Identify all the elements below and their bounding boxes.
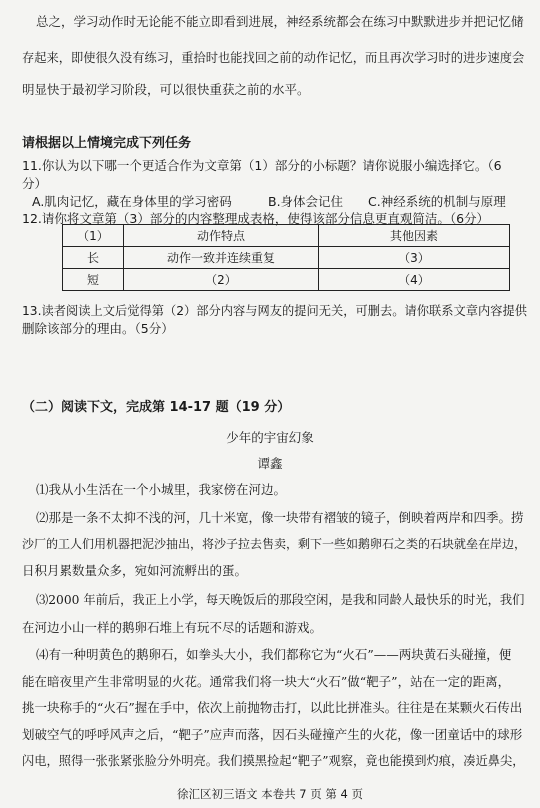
q11-option-b: B.身体会记住 bbox=[268, 194, 344, 209]
article-p3-line-2: 在河边小山一样的鹅卵石堆上有玩不尽的话题和游戏。 bbox=[22, 620, 323, 635]
article-p2-line-1: ⑵那是一条不太抑不浅的河，几十米宽，像一块带有褶皱的镜子，倒映着两岸和四季。捞 bbox=[36, 510, 524, 525]
q11-option-a: A.肌肉记忆，藏在身体里的学习密码 bbox=[32, 194, 232, 209]
article-p2-line-2: 沙厂的工人们用机器把泥沙抽出，将沙子拉去售卖，剩下一些如鹅卵石之类的石块就垒在岸边， bbox=[22, 537, 527, 551]
q11-option-c: C.神经系统的机制与原理 bbox=[368, 194, 506, 209]
article-p4-line-1: ⑷有一种明黄色的鹅卵石，如拳头大小，我们都称它为“火石”——两块黄石头碰撞，便 bbox=[36, 647, 512, 662]
intro-line-3: 明显快于最初学习阶段，可以很快重获之前的水平。 bbox=[22, 82, 310, 97]
table-cell: 长 bbox=[63, 247, 124, 269]
section2-heading: （二）阅读下文，完成第 14-17 题（19 分） bbox=[22, 400, 291, 415]
table-cell: （1） bbox=[63, 225, 124, 247]
q13-line-1: 13.读者阅读上文后觉得第（2）部分内容与网友的提问无关，可删去。请你联系文章内容提供 bbox=[22, 304, 528, 318]
table-cell: 短 bbox=[63, 269, 124, 291]
article-p1: ⑴我从小生活在一个小城里，我家傍在河边。 bbox=[36, 482, 287, 497]
article-p4-line-2: 能在暗夜里产生非常明显的火花。通常我们将一块大“火石”做“靶子”，站在一定的距离， bbox=[22, 674, 511, 689]
table-cell: （3） bbox=[319, 247, 510, 269]
table-cell: 动作一致并连续重复 bbox=[124, 247, 319, 269]
table-row bbox=[63, 269, 510, 291]
article-author: 谭鑫 bbox=[257, 456, 283, 471]
article-p4-line-4: 划破空气的呼呼风声之后，“靶子”应声而落，因石头碰撞产生的火花，像一团童话中的球形 bbox=[22, 727, 523, 742]
article-p3-line-1: ⑶2000 年前后，我正上小学，每天晚饭后的那段空闲，是我和同龄人最快乐的时光，我们 bbox=[36, 593, 525, 607]
q13-line-2: 删除该部分的理由。（5分） bbox=[22, 321, 174, 336]
table-cell: （2） bbox=[124, 269, 319, 291]
q11-line-2: 分） bbox=[22, 176, 48, 191]
intro-line-1: 总之，学习动作时无论能不能立即看到进展，神经系统都会在练习中默默进步并把记忆储 bbox=[36, 14, 524, 29]
table-cell: 动作特点 bbox=[124, 225, 319, 247]
article-p2-line-3: 日积月累数量众多，宛如河流孵出的蛋。 bbox=[22, 563, 248, 578]
table-header-row bbox=[63, 225, 510, 247]
answer-table bbox=[62, 224, 510, 291]
q12-text: 12.请你将文章第（3）部分的内容整理成表格，使得该部分信息更直观简洁。（6分） bbox=[22, 211, 490, 226]
table-row bbox=[63, 247, 510, 269]
q11-line-1: 11.你认为以下哪一个更适合作为文章第（1）部分的小标题？请你说服小编选择它。（6 bbox=[22, 158, 502, 173]
table-cell: （4） bbox=[319, 269, 510, 291]
article-title: 少年的宇宙幻象 bbox=[226, 430, 314, 445]
page-footer: 徐汇区初三语文 本卷共 7 页 第 4 页 bbox=[176, 787, 364, 801]
article-p4-line-5: 闪电，照得一张张紧张脸分外明亮。我们摸黑捡起“靶子”观察，竟也能摸到灼痕，凑近鼻尖， bbox=[22, 754, 525, 768]
intro-line-2: 存起来，即使很久没有练习，重拾时也能找回之前的动作记忆，而且再次学习时的进步速度会 bbox=[22, 51, 525, 65]
task-heading: 请根据以上情境完成下列任务 bbox=[22, 136, 192, 151]
table-cell: 其他因素 bbox=[319, 225, 510, 247]
article-p4-line-3: 挑一块称手的“火石”握在手中，依次上前抛物击打，以此比拼准头。往往是在某颗火石传出 bbox=[22, 700, 523, 715]
